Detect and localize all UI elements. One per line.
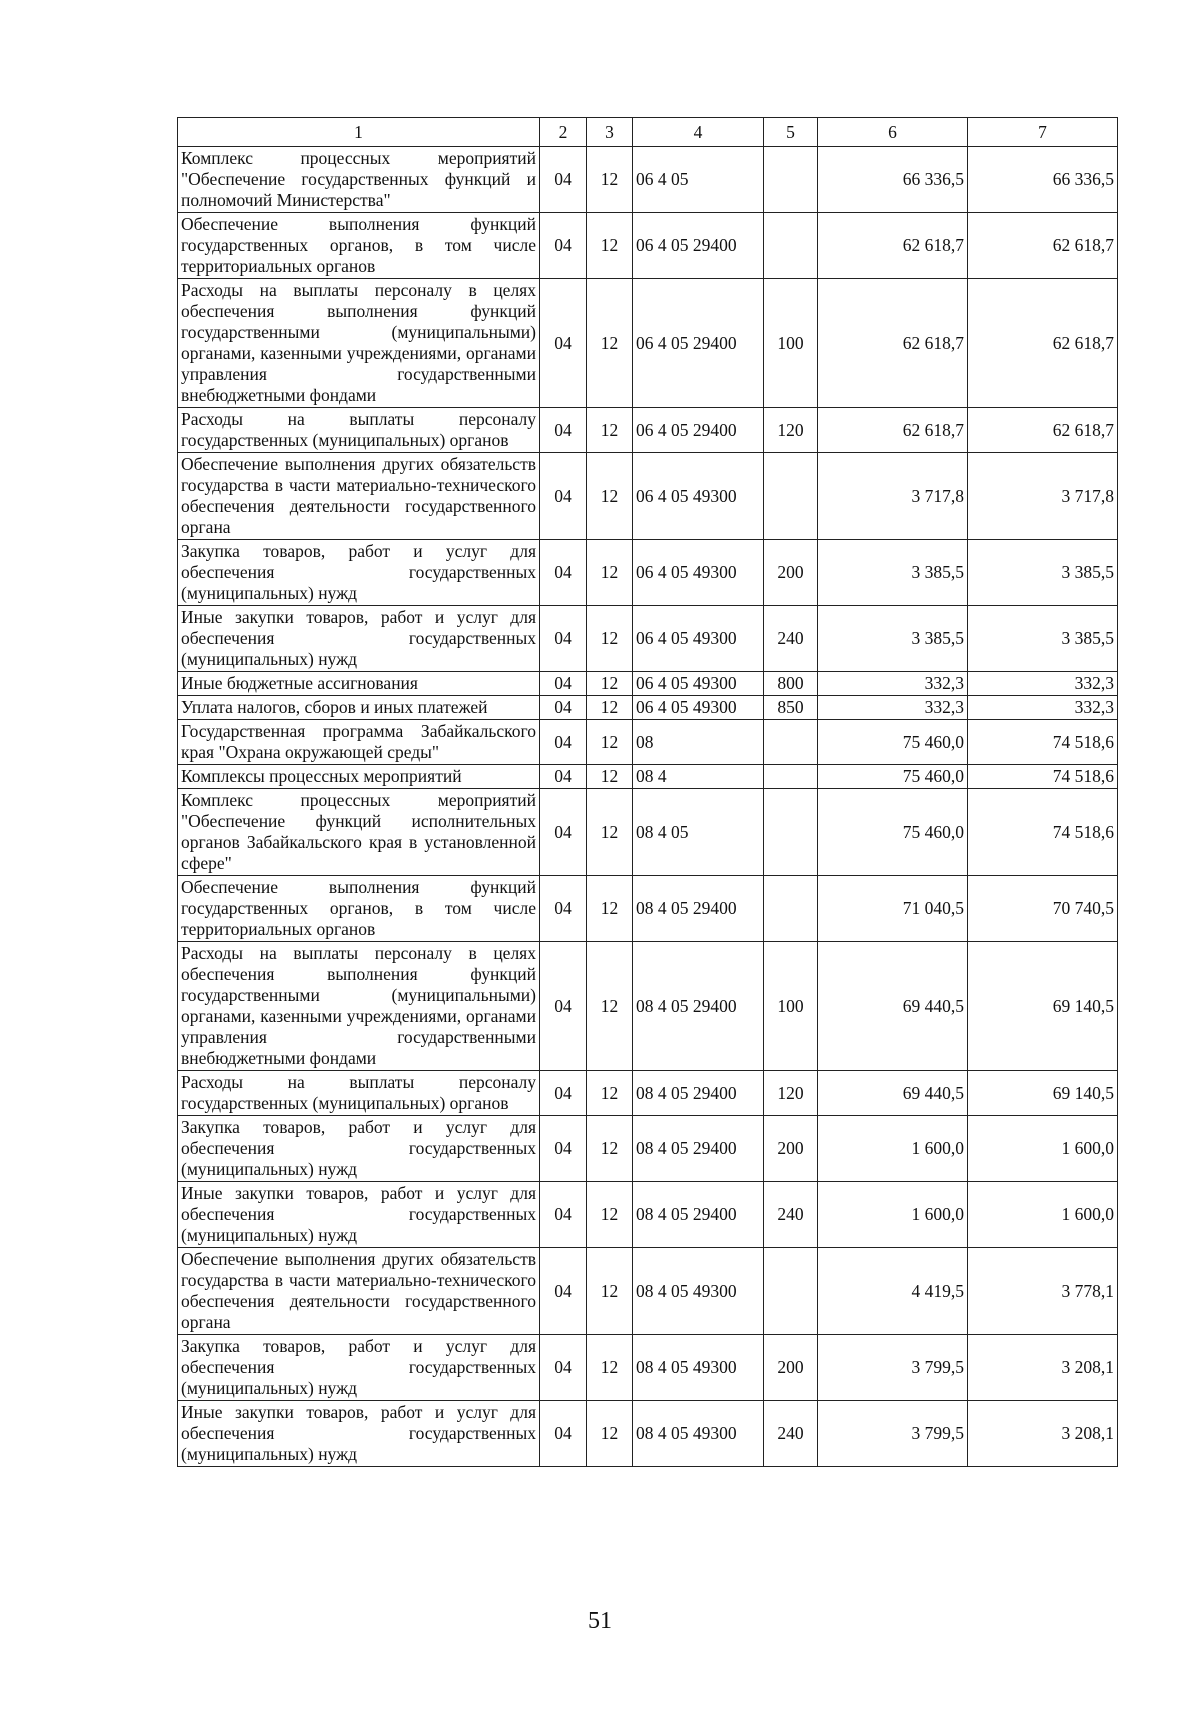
section-code-cell: 04 — [540, 696, 587, 720]
subsection-code-cell: 12 — [587, 540, 633, 606]
section-code-cell: 04 — [540, 1401, 587, 1467]
section-code-cell: 04 — [540, 672, 587, 696]
section-code-cell: 04 — [540, 540, 587, 606]
amount-col6-cell: 3 385,5 — [818, 540, 968, 606]
table-row — [178, 1071, 1118, 1116]
table-header-row — [178, 118, 1118, 147]
amount-col6-cell: 71 040,5 — [818, 876, 968, 942]
expense-type-cell — [764, 147, 818, 213]
row-name-cell: Закупка товаров, работ и услуг для обеспечения государственных (муниципальных) нужд — [178, 1116, 540, 1182]
table-row — [178, 1182, 1118, 1248]
row-name-cell: Комплексы процессных мероприятий — [178, 765, 540, 789]
row-name-cell: Иные бюджетные ассигнования — [178, 672, 540, 696]
amount-col6-cell: 62 618,7 — [818, 279, 968, 408]
column-header: 7 — [968, 118, 1118, 147]
table-row — [178, 279, 1118, 408]
column-header: 4 — [633, 118, 764, 147]
amount-col7-cell: 74 518,6 — [968, 720, 1118, 765]
section-code-cell: 04 — [540, 765, 587, 789]
section-code-cell: 04 — [540, 1182, 587, 1248]
section-code-cell: 04 — [540, 1335, 587, 1401]
target-article-cell: 06 4 05 49300 — [633, 606, 764, 672]
amount-col6-cell: 4 419,5 — [818, 1248, 968, 1335]
row-name-cell: Расходы на выплаты персоналу государственных (муниципальных) органов — [178, 1071, 540, 1116]
section-code-cell: 04 — [540, 720, 587, 765]
table-row — [178, 1401, 1118, 1467]
row-name-cell: Уплата налогов, сборов и иных платежей — [178, 696, 540, 720]
subsection-code-cell: 12 — [587, 1248, 633, 1335]
table-row — [178, 942, 1118, 1071]
target-article-cell: 08 4 05 29400 — [633, 1182, 764, 1248]
row-name-cell: Закупка товаров, работ и услуг для обеспечения государственных (муниципальных) нужд — [178, 540, 540, 606]
subsection-code-cell: 12 — [587, 1116, 633, 1182]
table-row — [178, 720, 1118, 765]
amount-col6-cell: 1 600,0 — [818, 1182, 968, 1248]
table-row — [178, 696, 1118, 720]
table-row — [178, 1248, 1118, 1335]
expense-type-cell: 200 — [764, 540, 818, 606]
column-header: 5 — [764, 118, 818, 147]
table-row — [178, 765, 1118, 789]
amount-col7-cell: 332,3 — [968, 696, 1118, 720]
column-header: 3 — [587, 118, 633, 147]
target-article-cell: 06 4 05 49300 — [633, 453, 764, 540]
target-article-cell: 08 4 05 29400 — [633, 876, 764, 942]
amount-col7-cell: 74 518,6 — [968, 765, 1118, 789]
column-header: 1 — [178, 118, 540, 147]
amount-col7-cell: 3 778,1 — [968, 1248, 1118, 1335]
expense-type-cell — [764, 453, 818, 540]
table-row — [178, 1116, 1118, 1182]
amount-col6-cell: 62 618,7 — [818, 408, 968, 453]
target-article-cell: 08 4 05 29400 — [633, 1071, 764, 1116]
section-code-cell: 04 — [540, 453, 587, 540]
target-article-cell: 08 4 05 29400 — [633, 1116, 764, 1182]
expense-type-cell — [764, 1248, 818, 1335]
subsection-code-cell: 12 — [587, 696, 633, 720]
amount-col7-cell: 3 208,1 — [968, 1335, 1118, 1401]
section-code-cell: 04 — [540, 1248, 587, 1335]
target-article-cell: 06 4 05 49300 — [633, 696, 764, 720]
amount-col6-cell: 75 460,0 — [818, 720, 968, 765]
amount-col6-cell: 3 717,8 — [818, 453, 968, 540]
budget-table — [177, 117, 1118, 1467]
amount-col7-cell: 66 336,5 — [968, 147, 1118, 213]
row-name-cell: Иные закупки товаров, работ и услуг для обеспечения государственных (муниципальных) нужд — [178, 606, 540, 672]
subsection-code-cell: 12 — [587, 147, 633, 213]
subsection-code-cell: 12 — [587, 1071, 633, 1116]
amount-col6-cell: 1 600,0 — [818, 1116, 968, 1182]
subsection-code-cell: 12 — [587, 720, 633, 765]
amount-col6-cell: 3 385,5 — [818, 606, 968, 672]
target-article-cell: 06 4 05 49300 — [633, 672, 764, 696]
row-name-cell: Комплекс процессных мероприятий "Обеспечение государственных функций и полномочий Министерства" — [178, 147, 540, 213]
amount-col6-cell: 69 440,5 — [818, 1071, 968, 1116]
amount-col6-cell: 75 460,0 — [818, 789, 968, 876]
expense-type-cell: 850 — [764, 696, 818, 720]
amount-col6-cell: 62 618,7 — [818, 213, 968, 279]
subsection-code-cell: 12 — [587, 942, 633, 1071]
amount-col7-cell: 74 518,6 — [968, 789, 1118, 876]
section-code-cell: 04 — [540, 279, 587, 408]
subsection-code-cell: 12 — [587, 672, 633, 696]
table-row — [178, 672, 1118, 696]
amount-col7-cell: 1 600,0 — [968, 1182, 1118, 1248]
expense-type-cell: 240 — [764, 606, 818, 672]
amount-col6-cell: 75 460,0 — [818, 765, 968, 789]
amount-col6-cell: 66 336,5 — [818, 147, 968, 213]
row-name-cell: Иные закупки товаров, работ и услуг для обеспечения государственных (муниципальных) нужд — [178, 1401, 540, 1467]
expense-type-cell: 100 — [764, 279, 818, 408]
row-name-cell: Комплекс процессных мероприятий "Обеспечение функций исполнительных органов Забайкальского края в установленной сфере" — [178, 789, 540, 876]
amount-col7-cell: 3 717,8 — [968, 453, 1118, 540]
expense-type-cell: 120 — [764, 1071, 818, 1116]
amount-col7-cell: 3 208,1 — [968, 1401, 1118, 1467]
amount-col7-cell: 69 140,5 — [968, 1071, 1118, 1116]
target-article-cell: 06 4 05 29400 — [633, 213, 764, 279]
amount-col6-cell: 3 799,5 — [818, 1401, 968, 1467]
expense-type-cell — [764, 765, 818, 789]
page-number: 51 — [588, 1608, 612, 1634]
target-article-cell: 06 4 05 49300 — [633, 540, 764, 606]
target-article-cell: 08 — [633, 720, 764, 765]
section-code-cell: 04 — [540, 876, 587, 942]
expense-type-cell — [764, 789, 818, 876]
row-name-cell: Государственная программа Забайкальского края "Охрана окружающей среды" — [178, 720, 540, 765]
row-name-cell: Закупка товаров, работ и услуг для обеспечения государственных (муниципальных) нужд — [178, 1335, 540, 1401]
row-name-cell: Расходы на выплаты персоналу в целях обеспечения выполнения функций государственными (муниципальными) органами, казенными учреждениями, органами управления государственными внебюджетными фондами — [178, 279, 540, 408]
row-name-cell: Обеспечение выполнения других обязательств государства в части материально-технического обеспечения деятельности государственного органа — [178, 453, 540, 540]
table-row — [178, 1335, 1118, 1401]
expense-type-cell — [764, 876, 818, 942]
amount-col7-cell: 62 618,7 — [968, 279, 1118, 408]
section-code-cell: 04 — [540, 1071, 587, 1116]
table-row — [178, 606, 1118, 672]
row-name-cell: Обеспечение выполнения функций государственных органов, в том числе территориальных органов — [178, 876, 540, 942]
table-row — [178, 876, 1118, 942]
section-code-cell: 04 — [540, 213, 587, 279]
table-row — [178, 147, 1118, 213]
expense-type-cell: 240 — [764, 1182, 818, 1248]
section-code-cell: 04 — [540, 147, 587, 213]
section-code-cell: 04 — [540, 789, 587, 876]
row-name-cell: Обеспечение выполнения функций государственных органов, в том числе территориальных органов — [178, 213, 540, 279]
amount-col7-cell: 62 618,7 — [968, 213, 1118, 279]
target-article-cell: 08 4 05 49300 — [633, 1248, 764, 1335]
table-row — [178, 408, 1118, 453]
amount-col7-cell: 332,3 — [968, 672, 1118, 696]
row-name-cell: Расходы на выплаты персоналу государственных (муниципальных) органов — [178, 408, 540, 453]
subsection-code-cell: 12 — [587, 453, 633, 540]
subsection-code-cell: 12 — [587, 1182, 633, 1248]
column-header: 6 — [818, 118, 968, 147]
subsection-code-cell: 12 — [587, 1335, 633, 1401]
row-name-cell: Иные закупки товаров, работ и услуг для обеспечения государственных (муниципальных) нужд — [178, 1182, 540, 1248]
target-article-cell: 06 4 05 29400 — [633, 408, 764, 453]
subsection-code-cell: 12 — [587, 279, 633, 408]
target-article-cell: 08 4 05 — [633, 789, 764, 876]
section-code-cell: 04 — [540, 942, 587, 1071]
amount-col7-cell: 3 385,5 — [968, 540, 1118, 606]
amount-col6-cell: 3 799,5 — [818, 1335, 968, 1401]
subsection-code-cell: 12 — [587, 876, 633, 942]
subsection-code-cell: 12 — [587, 213, 633, 279]
target-article-cell: 06 4 05 — [633, 147, 764, 213]
subsection-code-cell: 12 — [587, 765, 633, 789]
expense-type-cell: 800 — [764, 672, 818, 696]
amount-col7-cell: 3 385,5 — [968, 606, 1118, 672]
column-header: 2 — [540, 118, 587, 147]
amount-col6-cell: 69 440,5 — [818, 942, 968, 1071]
expense-type-cell: 100 — [764, 942, 818, 1071]
target-article-cell: 08 4 05 29400 — [633, 942, 764, 1071]
target-article-cell: 08 4 05 49300 — [633, 1335, 764, 1401]
table-row — [178, 540, 1118, 606]
subsection-code-cell: 12 — [587, 789, 633, 876]
expense-type-cell — [764, 213, 818, 279]
expense-type-cell: 240 — [764, 1401, 818, 1467]
section-code-cell: 04 — [540, 606, 587, 672]
target-article-cell: 08 4 05 49300 — [633, 1401, 764, 1467]
section-code-cell: 04 — [540, 1116, 587, 1182]
target-article-cell: 06 4 05 29400 — [633, 279, 764, 408]
subsection-code-cell: 12 — [587, 1401, 633, 1467]
table-row — [178, 453, 1118, 540]
amount-col6-cell: 332,3 — [818, 672, 968, 696]
subsection-code-cell: 12 — [587, 606, 633, 672]
amount-col6-cell: 332,3 — [818, 696, 968, 720]
expense-type-cell — [764, 720, 818, 765]
row-name-cell: Обеспечение выполнения других обязательств государства в части материально-технического обеспечения деятельности государственного органа — [178, 1248, 540, 1335]
amount-col7-cell: 69 140,5 — [968, 942, 1118, 1071]
amount-col7-cell: 70 740,5 — [968, 876, 1118, 942]
table-row — [178, 213, 1118, 279]
amount-col7-cell: 62 618,7 — [968, 408, 1118, 453]
row-name-cell: Расходы на выплаты персоналу в целях обеспечения выполнения функций государственными (муниципальными) органами, казенными учреждениями, органами управления государственными внебюджетными фондами — [178, 942, 540, 1071]
expense-type-cell: 200 — [764, 1116, 818, 1182]
table-row — [178, 789, 1118, 876]
expense-type-cell: 120 — [764, 408, 818, 453]
target-article-cell: 08 4 — [633, 765, 764, 789]
amount-col7-cell: 1 600,0 — [968, 1116, 1118, 1182]
section-code-cell: 04 — [540, 408, 587, 453]
expense-type-cell: 200 — [764, 1335, 818, 1401]
subsection-code-cell: 12 — [587, 408, 633, 453]
